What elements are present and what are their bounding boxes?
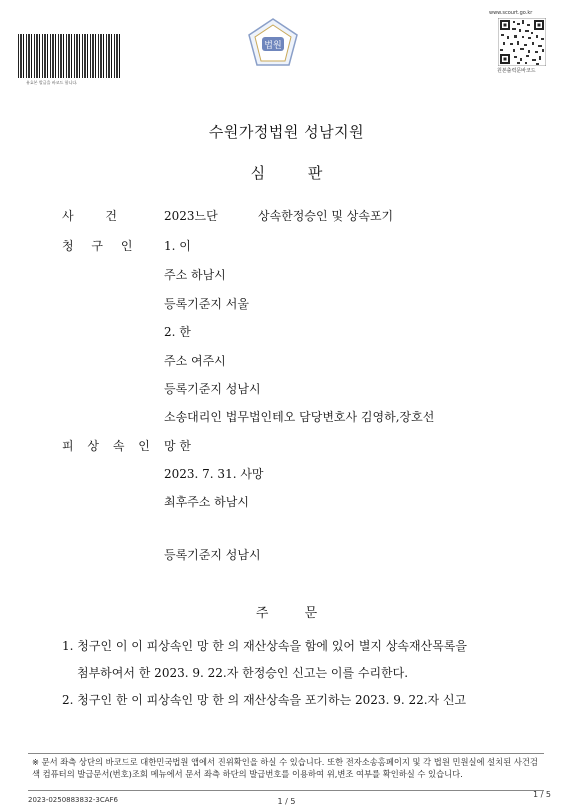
qr-caption: 원본출력문바코드 <box>497 68 536 74</box>
case-label: 사 건 <box>62 209 131 223</box>
attorney-line: 소송대리인 법무법인테오 담당변호사 김영하,장호선 <box>164 410 435 424</box>
claimant-line: 2. 한 <box>164 325 191 339</box>
claimant-line: 1. 이 <box>164 239 191 253</box>
order-title: 주 문 <box>255 606 318 621</box>
decedent-line: 2023. 7. 31. 사망 <box>164 467 264 481</box>
case-subject: 상속한정승인 및 상속포기 <box>258 209 394 223</box>
claimant-line: 주소 하남시 <box>164 268 226 282</box>
document-title: 심 판 <box>250 164 323 182</box>
claimant-line: 등록기준지 서울 <box>164 297 249 311</box>
decedent-line: 최후주소 하남시 <box>164 495 249 509</box>
claimant-line: 등록기준지 성남시 <box>164 382 261 396</box>
verification-notice: ※ 문서 좌측 상단의 바코드로 대한민국법원 앱에서 진위확인을 하실 수 있습니다. 또한 전자소송홈페이지 및 각 법원 민원실에 설치된 사건검색 컴퓨터의 발급문서(번호)조회 메뉴에서 문서 좌측 하단의 발급번호를 이용하여 위,변조 여부를 확인하실 수 있습니다. <box>28 753 544 791</box>
decedent-line: 망 한 <box>164 439 191 453</box>
claimant-label: 청 구 인 <box>62 239 140 253</box>
court-emblem-icon <box>245 16 301 72</box>
page-indicator-right: 1 / 5 <box>533 790 551 799</box>
issue-number: 2023-0250883832-3CAF6 <box>28 796 119 804</box>
court-name: 수원가정법원 성남지원 <box>208 123 365 141</box>
order-line: 첨부하여서 한 2023. 9. 22.자 한정승인 신고는 이를 수리한다. <box>77 666 409 680</box>
decedent-label: 피 상 속 인 <box>62 439 155 453</box>
case-number: 2023느단 <box>164 209 218 223</box>
qr-code-icon <box>498 18 546 66</box>
emblem-text: 법원 <box>264 41 282 51</box>
barcode-note: 유효본 발급을 바코드 합니다. <box>26 80 78 85</box>
qr-url: www.scourt.go.kr <box>489 10 533 16</box>
decedent-line: 등록기준지 성남시 <box>164 548 261 562</box>
order-line: 2. 청구인 한 이 피상속인 망 한 의 재산상속을 포기하는 2023. 9. 22.자 신고 <box>62 693 467 707</box>
claimant-line: 주소 여주시 <box>164 354 226 368</box>
page-indicator: 1 / 5 <box>277 797 296 806</box>
verification-barcode <box>18 34 122 78</box>
order-line: 1. 청구인 이 이 피상속인 망 한 의 재산상속을 함에 있어 별지 상속재산목록을 <box>62 639 467 653</box>
